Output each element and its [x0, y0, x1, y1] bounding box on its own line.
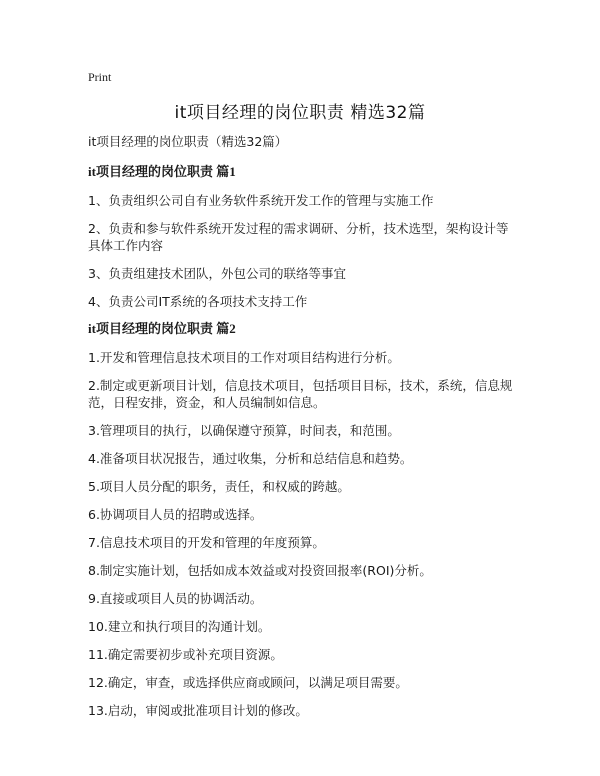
list-item: 13.启动，审阅或批准项目计划的修改。	[88, 703, 308, 718]
document-body	[88, 134, 518, 730]
list-item: 1.开发和管理信息技术项目的工作对项目结构进行分析。	[88, 350, 400, 365]
section-heading: it项目经理的岗位职责 篇2	[88, 321, 236, 336]
list-item: 11.确定需要初步或补充项目资源。	[88, 647, 283, 662]
list-item: 7.信息技术项目的开发和管理的年度预算。	[88, 535, 325, 550]
list-item: 9.直接或项目人员的协调活动。	[88, 591, 263, 606]
document-subtitle: it项目经理的岗位职责（精选32篇）	[88, 134, 288, 149]
section-heading: it项目经理的岗位职责 篇1	[88, 164, 236, 179]
list-item: 12.确定，审查，或选择供应商或顾问，以满足项目需要。	[88, 675, 408, 690]
list-item: 2.制定或更新项目计划，信息技术项目，包括项目目标，技术，系统，信息规范，日程安排，资金，和人员编制如信息。	[88, 378, 513, 410]
document-title: it项目经理的岗位职责 精选32篇	[174, 103, 426, 123]
print-label: Print	[88, 70, 112, 84]
list-item: 8.制定实施计划，包括如成本效益或对投资回报率(ROI)分析。	[88, 563, 432, 578]
list-item: 10.建立和执行项目的沟通计划。	[88, 619, 271, 634]
list-item: 2、负责和参与软件系统开发过程的需求调研、分析，技术选型，架构设计等具体工作内容	[88, 221, 509, 253]
list-item: 3、负责组建技术团队，外包公司的联络等事宜	[88, 266, 346, 281]
section-2	[88, 321, 518, 719]
section-1	[88, 164, 518, 310]
list-item: 3.管理项目的执行，以确保遵守预算，时间表，和范围。	[88, 423, 400, 438]
list-item: 4、负责公司IT系统的各项技术支持工作	[88, 294, 308, 309]
list-item: 4.准备项目状况报告，通过收集，分析和总结信息和趋势。	[88, 451, 413, 466]
list-item: 6.协调项目人员的招聘或选择。	[88, 507, 263, 522]
list-item: 1、负责组织公司自有业务软件系统开发工作的管理与实施工作	[88, 193, 434, 208]
list-item: 5.项目人员分配的职务，责任，和权威的跨越。	[88, 479, 350, 494]
